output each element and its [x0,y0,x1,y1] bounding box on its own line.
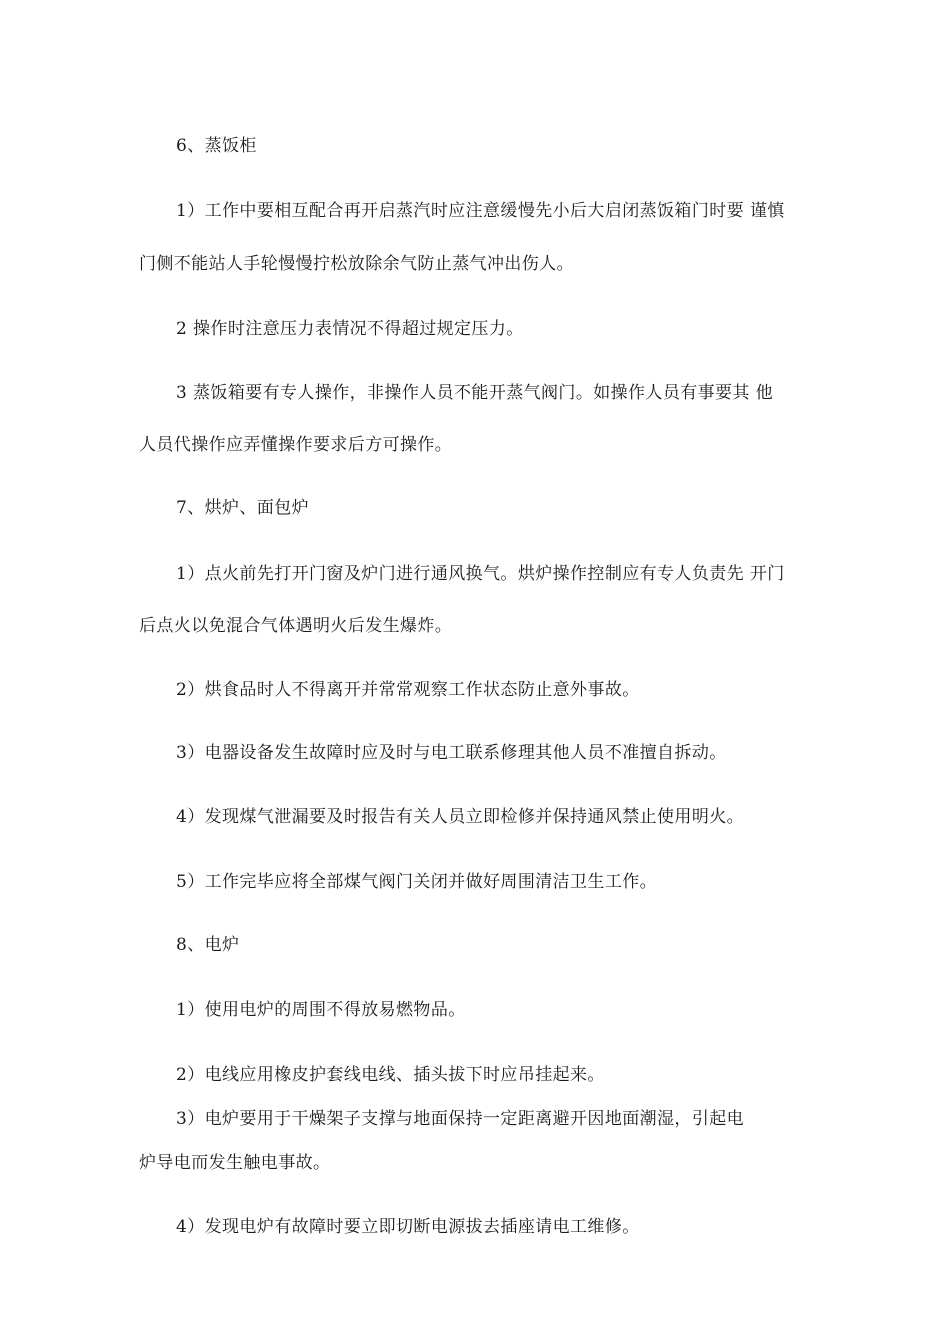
section-heading-electric-stove: 8、电炉 [176,935,240,955]
paragraph-line: 门侧不能站人手轮慢慢拧松放除余气防止蒸气冲出伤人。 [139,254,574,274]
paragraph-line: 3）电器设备发生故障时应及时与电工联系修理其他人员不准擅自拆动。 [176,743,727,763]
paragraph-line: 5）工作完毕应将全部煤气阀门关闭并做好周围清洁卫生工作。 [176,872,658,892]
paragraph-line: 1）点火前先打开门窗及炉门进行通风换气。烘炉操作控制应有专人负责先 开门 [176,564,785,584]
paragraph-line: 炉导电而发生触电事故。 [139,1153,331,1173]
paragraph-line: 1）工作中要相互配合再开启蒸汽时应注意缓慢先小后大启闭蒸饭箱门时要 谨慎 [176,201,785,221]
paragraph-line: 3）电炉要用于干燥架子支撑与地面保持一定距离避开因地面潮湿，引起电 [176,1109,745,1129]
section-heading-oven: 7、烘炉、面包炉 [176,498,310,518]
paragraph-line: 后点火以免混合气体遇明火后发生爆炸。 [139,616,453,636]
paragraph-line: 2）电线应用橡皮护套线电线、插头拔下时应吊挂起来。 [176,1065,605,1085]
paragraph-line: 1）使用电炉的周围不得放易燃物品。 [176,1000,466,1020]
paragraph-line: 4）发现电炉有故障时要立即切断电源拔去插座请电工维修。 [176,1217,640,1237]
paragraph-line: 2 操作时注意压力表情况不得超过规定压力。 [176,319,524,339]
paragraph-line: 4）发现煤气泄漏要及时报告有关人员立即检修并保持通风禁止使用明火。 [176,807,745,827]
paragraph-line: 3 蒸饭箱要有专人操作，非操作人员不能开蒸气阀门。如操作人员有事要其 他 [176,383,774,403]
section-heading-steamer: 6、蒸饭柜 [176,136,257,156]
paragraph-line: 人员代操作应弄懂操作要求后方可操作。 [139,435,453,455]
paragraph-line: 2）烘食品时人不得离开并常常观察工作状态防止意外事故。 [176,680,640,700]
